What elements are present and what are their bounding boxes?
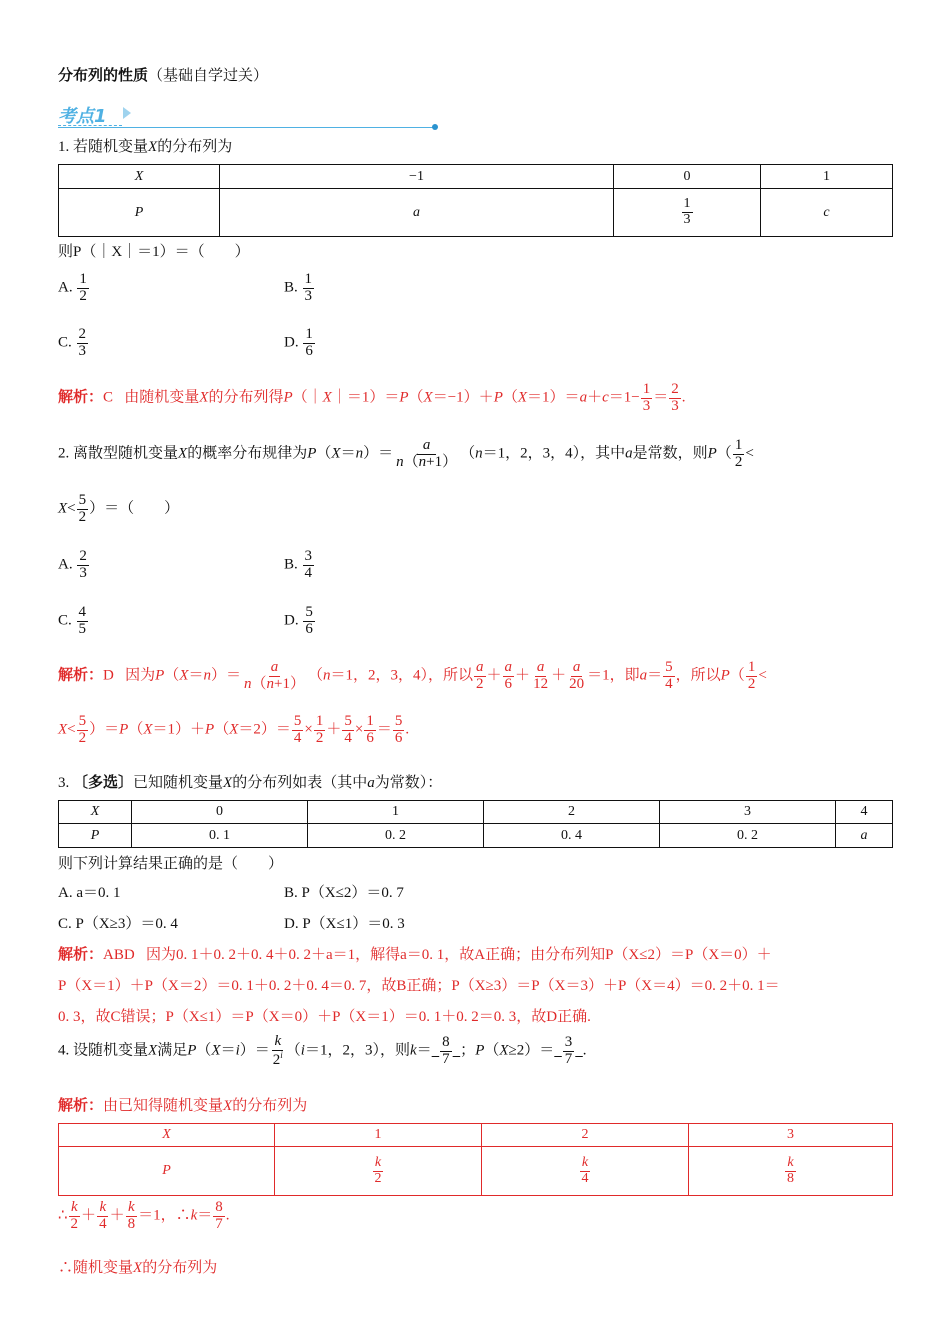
q3-option-c: C. P（X≥3）＝0. 4 xyxy=(58,916,178,932)
table-cell: 0. 2 xyxy=(308,824,484,848)
q4-stem: 4. 设随机变量X满足P（X＝i）＝ $\frac{k}{2^i}$ （i＝1，2，3），则k＝ $\frac{8}{7}$ ；P（X≥2）＝ $\frac{3}{7}$ . xyxy=(58,1033,587,1068)
badge-label: 考点1 xyxy=(58,106,107,127)
table-cell: 0. 2 xyxy=(660,824,836,848)
table-cell: $\frac{1}{3}$ xyxy=(614,189,761,237)
badge-arrow-icon xyxy=(123,107,131,119)
table-cell: a xyxy=(220,189,614,237)
q2-option-d: D. $\frac{5}{6}$ xyxy=(284,604,313,637)
q1-table xyxy=(58,164,893,237)
q4-therefore-2: ∴随机变量X的分布列为 xyxy=(58,1260,218,1276)
q3-option-b: B. P（X≤2）＝0. 7 xyxy=(284,885,404,901)
q1-stem: 1. 若随机变量X的分布列为 xyxy=(58,139,233,155)
badge-underline xyxy=(58,125,122,126)
q2-option-b: B. $\frac{3}{4}$ xyxy=(284,548,313,581)
table-cell: 0 xyxy=(132,801,308,824)
table-cell: X xyxy=(59,1124,275,1147)
table-cell: P xyxy=(59,1147,275,1196)
table-cell: c xyxy=(761,189,893,237)
table-cell: 1 xyxy=(308,801,484,824)
q3-solution-line3: 0. 3，故C错误；P（X≤1）＝P（X＝0）＋P（X＝1）＝0. 1＋0. 2＝0. 3，故D正确. xyxy=(58,1009,591,1025)
q3-table xyxy=(58,800,893,848)
table-cell: $\frac{k}{4}$ xyxy=(482,1147,689,1196)
q1-option-d: D. $\frac{1}{6}$ xyxy=(284,326,313,359)
q3-solution-line1: 解析：ABD 因为0. 1＋0. 2＋0. 4＋0. 2＋a＝1，解得a＝0. 1，故A正确；由分布列知P（X≤2）＝P（X＝0）＋ xyxy=(58,947,772,963)
badge-rule xyxy=(58,127,436,128)
table-cell: −1 xyxy=(220,165,614,189)
q2-option-c: C. $\frac{4}{5}$ xyxy=(58,604,87,637)
table-cell: 0 xyxy=(614,165,761,189)
q1-option-b: B. $\frac{1}{3}$ xyxy=(284,271,313,304)
q4-therefore-1: ∴ $\frac{k}{2}$ ＋ $\frac{k}{4}$ ＋ $\frac{k}{8}$ ＝1，∴k＝ $\frac{8}{7}$ . xyxy=(58,1199,230,1232)
table-cell: a xyxy=(836,824,893,848)
q3-option-a: A. a＝0. 1 xyxy=(58,885,121,901)
q2-solution-line2: X< $\frac{5}{2}$ ）＝P（X＝1）＋P（X＝2）＝ $\frac{5}{4}$ × $\frac{1}{2}$ ＋ $\frac{5}{4}$ × $\frac{1}{6}$ ＝ $\frac{5}{6}$ . xyxy=(58,713,410,746)
q2-solution-line1: 解析：D 因为P（X＝n）＝ $\frac{a}{n(n+1)}$ （n＝1，2，3，4），所以 $\frac{a}{2}$ ＋ $\frac{a}{6}$ ＋ $\frac{a}{12}$ ＋ $\frac{a}{20}$ ＝1，即a＝ $\frac{5}{4}$ ，所以P（ $\frac{1}{2}$ < xyxy=(58,659,767,692)
table-cell: $\frac{k}{2}$ xyxy=(275,1147,482,1196)
section-note: （基础自学过关） xyxy=(148,68,269,84)
table-cell: 0. 1 xyxy=(132,824,308,848)
table-cell: X xyxy=(59,801,132,824)
table-cell: P xyxy=(59,824,132,848)
table-cell: 4 xyxy=(836,801,893,824)
q4-table xyxy=(58,1123,893,1196)
q3-ask: 则下列计算结果正确的是（ ） xyxy=(58,856,284,872)
table-cell: P xyxy=(59,189,220,237)
q2-stem-line1: 2. 离散型随机变量X的概率分布规律为P（X＝n）＝ $\frac{a}{n(n+1)}$ （n＝1，2，3，4），其中a是常数，则P（ $\frac{1}{2}$ < xyxy=(58,437,754,470)
table-cell: 2 xyxy=(484,801,660,824)
table-cell: 0. 4 xyxy=(484,824,660,848)
q2-stem-line2: X< $\frac{5}{2}$ ）＝（ ） xyxy=(58,492,180,525)
q3-stem: 3. 〔多选〕已知随机变量X的分布列如表（其中a为常数）： xyxy=(58,775,443,791)
q1-ask: 则P（｜X｜＝1）＝（ ） xyxy=(58,244,250,260)
table-cell: 2 xyxy=(482,1124,689,1147)
badge-dot-icon xyxy=(432,124,438,130)
q1-option-a: A. $\frac{1}{2}$ xyxy=(58,271,87,304)
q1-solution: 解析：C 由随机变量X的分布列得P（｜X｜＝1）＝P（X＝−1）＋P（X＝1）＝a＋c＝1− $\frac{1}{3}$ ＝ $\frac{2}{3}$ . xyxy=(58,381,686,414)
section-heading xyxy=(58,64,268,85)
table-cell: 1 xyxy=(761,165,893,189)
table-cell: X xyxy=(59,165,220,189)
q4-solution: 解析：由已知得随机变量X的分布列为 xyxy=(58,1098,308,1114)
q3-solution-line2: P（X＝1）＋P（X＝2）＝0. 1＋0. 2＋0. 4＝0. 7，故B正确；P（X≥3）＝P（X＝3）＋P（X＝4）＝0. 2＋0. 1＝ xyxy=(58,978,780,994)
section-title: 分布列的性质 xyxy=(58,68,149,84)
table-cell: 3 xyxy=(660,801,836,824)
q2-option-a: A. $\frac{2}{3}$ xyxy=(58,548,87,581)
table-cell: 1 xyxy=(275,1124,482,1147)
table-cell: $\frac{k}{8}$ xyxy=(689,1147,893,1196)
q3-option-d: D. P（X≤1）＝0. 3 xyxy=(284,916,405,932)
q1-option-c: C. $\frac{2}{3}$ xyxy=(58,326,87,359)
table-cell: 3 xyxy=(689,1124,893,1147)
